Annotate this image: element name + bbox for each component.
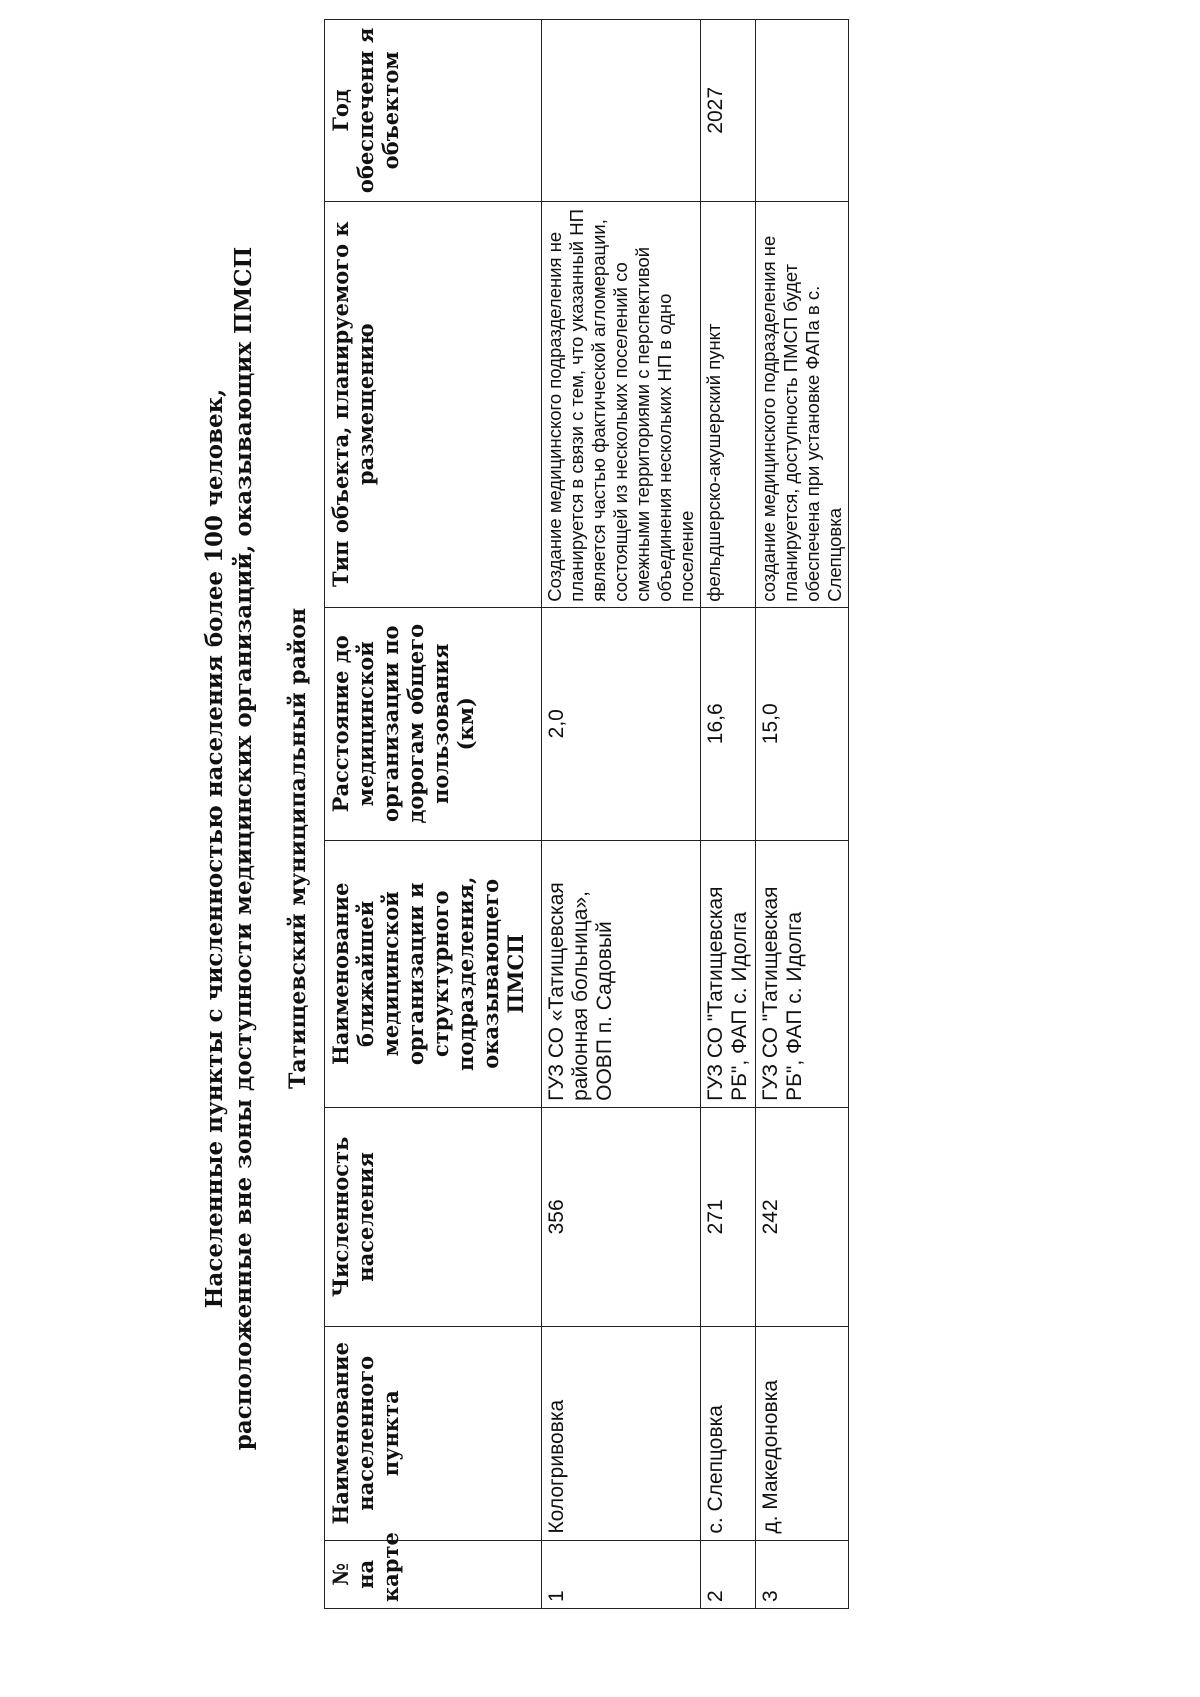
header-organization: Наименование ближайшей медицинской организации и структурного подразделения, оказывающего ПМСП xyxy=(325,840,542,1107)
cell-distance: 16,6 xyxy=(701,607,756,840)
cell-distance: 15,0 xyxy=(756,607,849,840)
table-row xyxy=(756,20,849,1609)
cell-num: 1 xyxy=(542,1540,701,1608)
header-distance: Расстояние до медицинской организации по дорогам общего пользования (км) xyxy=(325,607,542,840)
cell-object-type: создание медицинского подразделения не планируется, доступность ПМСП будет обеспечена при установке ФАПа в с. Слепцовка xyxy=(756,201,849,607)
document-title xyxy=(200,0,258,1697)
cell-settlement: с. Слепцовка xyxy=(701,1326,756,1540)
table-row xyxy=(542,20,701,1609)
title-line-1: Населенные пункты с численностью населения более 100 человек, xyxy=(201,388,228,1309)
cell-year: 2027 xyxy=(701,20,756,202)
cell-object-type: Создание медицинского подразделения не планируется в связи с тем, что указанный НП является частью фактической агломерации, состоящей из нескольких поселений со смежными территориями с перспективой объединения нескольких НП в одно поселение xyxy=(542,201,701,607)
cell-distance: 2,0 xyxy=(542,607,701,840)
cell-organization: ГУЗ СО "Татищевская РБ", ФАП с. Идолга xyxy=(701,840,756,1107)
header-map-number: № на карте xyxy=(325,1540,542,1608)
cell-organization: ГУЗ СО "Татищевская РБ", ФАП с. Идолга xyxy=(756,840,849,1107)
cell-settlement: Кологривовка xyxy=(542,1326,701,1540)
cell-num: 2 xyxy=(701,1540,756,1608)
cell-organization: ГУЗ СО «Татищевская районная больница», ООВП п. Садовый xyxy=(542,840,701,1107)
table-header-row xyxy=(325,20,542,1609)
district-heading: Татищевский муниципальный район xyxy=(285,607,311,1090)
cell-population: 356 xyxy=(542,1107,701,1326)
header-population: Численность населения xyxy=(325,1107,542,1326)
title-line-2: расположенные вне зоны доступности медицинских организаций, оказывающих ПМСП xyxy=(230,246,257,1451)
cell-population: 242 xyxy=(756,1107,849,1326)
header-object-type: Тип объекта, планируемого к размещению xyxy=(325,201,542,607)
cell-population: 271 xyxy=(701,1107,756,1326)
table-row xyxy=(701,20,756,1609)
cell-num: 3 xyxy=(756,1540,849,1608)
header-year: Год обеспечени я объектом xyxy=(325,20,542,202)
cell-settlement: д. Македоновка xyxy=(756,1326,849,1540)
cell-year xyxy=(756,20,849,202)
header-settlement: Наименование населенного пункта xyxy=(325,1326,542,1540)
cell-year xyxy=(542,20,701,202)
settlements-table xyxy=(324,19,849,1609)
cell-object-type: фельдшерско-акушерский пункт xyxy=(701,201,756,607)
